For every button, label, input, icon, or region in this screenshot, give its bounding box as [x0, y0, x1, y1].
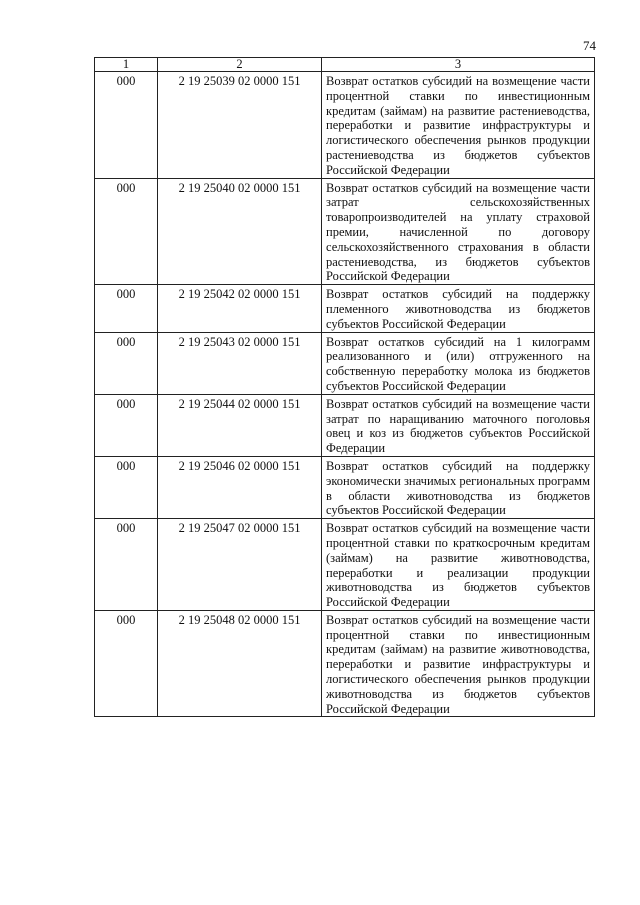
header-cell-2: 2: [158, 58, 322, 72]
table-header-row: [95, 58, 595, 72]
table-row: [95, 285, 595, 332]
budget-code-cell: 2 19 25040 02 0000 151: [158, 178, 322, 285]
income-name-cell: Возврат остатков субсидий на возмещение части процентной ставки по инвестиционным кредитам (займам) на развитие растениеводства, переработки и развитие инфраструктуры и логистического обеспечения рынков продукции растениеводства из бюджетов субъектов Российской Федерации: [322, 72, 595, 179]
income-name-cell: Возврат остатков субсидий на поддержку племенного животноводства из бюджетов субъектов Российской Федерации: [322, 285, 595, 332]
income-name-cell: Возврат остатков субсидий на возмещение части процентной ставки по инвестиционным кредитам (займам) на развитие животноводства, переработки и развитие инфраструктуры и логистического обеспечения рынков продукции животноводства из бюджетов субъектов Российской Федерации: [322, 610, 595, 717]
table-row: [95, 456, 595, 518]
table-row: [95, 72, 595, 179]
income-name-cell: Возврат остатков субсидий на возмещение части процентной ставки по краткосрочным кредитам (займам) на развитие животноводства, переработки и реализации продукции животноводства из бюджетов субъектов Российской Федерации: [322, 519, 595, 611]
table-row: [95, 178, 595, 285]
admin-code-cell: 000: [95, 178, 158, 285]
header-cell-1: 1: [95, 58, 158, 72]
income-name-cell: Возврат остатков субсидий на поддержку экономически значимых региональных программ в области животноводства из бюджетов субъектов Российской Федерации: [322, 456, 595, 518]
admin-code-cell: 000: [95, 456, 158, 518]
budget-code-cell: 2 19 25048 02 0000 151: [158, 610, 322, 717]
admin-code-cell: 000: [95, 285, 158, 332]
admin-code-cell: 000: [95, 332, 158, 394]
table-row: [95, 519, 595, 611]
budget-code-cell: 2 19 25043 02 0000 151: [158, 332, 322, 394]
table-row: [95, 394, 595, 456]
budget-code-cell: 2 19 25044 02 0000 151: [158, 394, 322, 456]
budget-classification-table: [94, 57, 595, 717]
page-number: 74: [583, 38, 596, 53]
admin-code-cell: 000: [95, 519, 158, 611]
income-name-cell: Возврат остатков субсидий на возмещение части затрат сельскохозяйственных товаропроизводителей на уплату страховой премии, начисленной по договору сельскохозяйственного страхования в области растениеводства, из бюджетов субъектов Российской Федерации: [322, 178, 595, 285]
income-name-cell: Возврат остатков субсидий на 1 килограмм реализованного и (или) отгруженного на собственную переработку молока из бюджетов субъектов Российской Федерации: [322, 332, 595, 394]
admin-code-cell: 000: [95, 72, 158, 179]
income-name-cell: Возврат остатков субсидий на возмещение части затрат по наращиванию маточного поголовья овец и коз из бюджетов субъектов Российской Федерации: [322, 394, 595, 456]
budget-code-cell: 2 19 25047 02 0000 151: [158, 519, 322, 611]
admin-code-cell: 000: [95, 610, 158, 717]
header-cell-3: 3: [322, 58, 595, 72]
table-row: [95, 610, 595, 717]
table-row: [95, 332, 595, 394]
budget-code-cell: 2 19 25039 02 0000 151: [158, 72, 322, 179]
budget-code-cell: 2 19 25042 02 0000 151: [158, 285, 322, 332]
budget-code-cell: 2 19 25046 02 0000 151: [158, 456, 322, 518]
admin-code-cell: 000: [95, 394, 158, 456]
